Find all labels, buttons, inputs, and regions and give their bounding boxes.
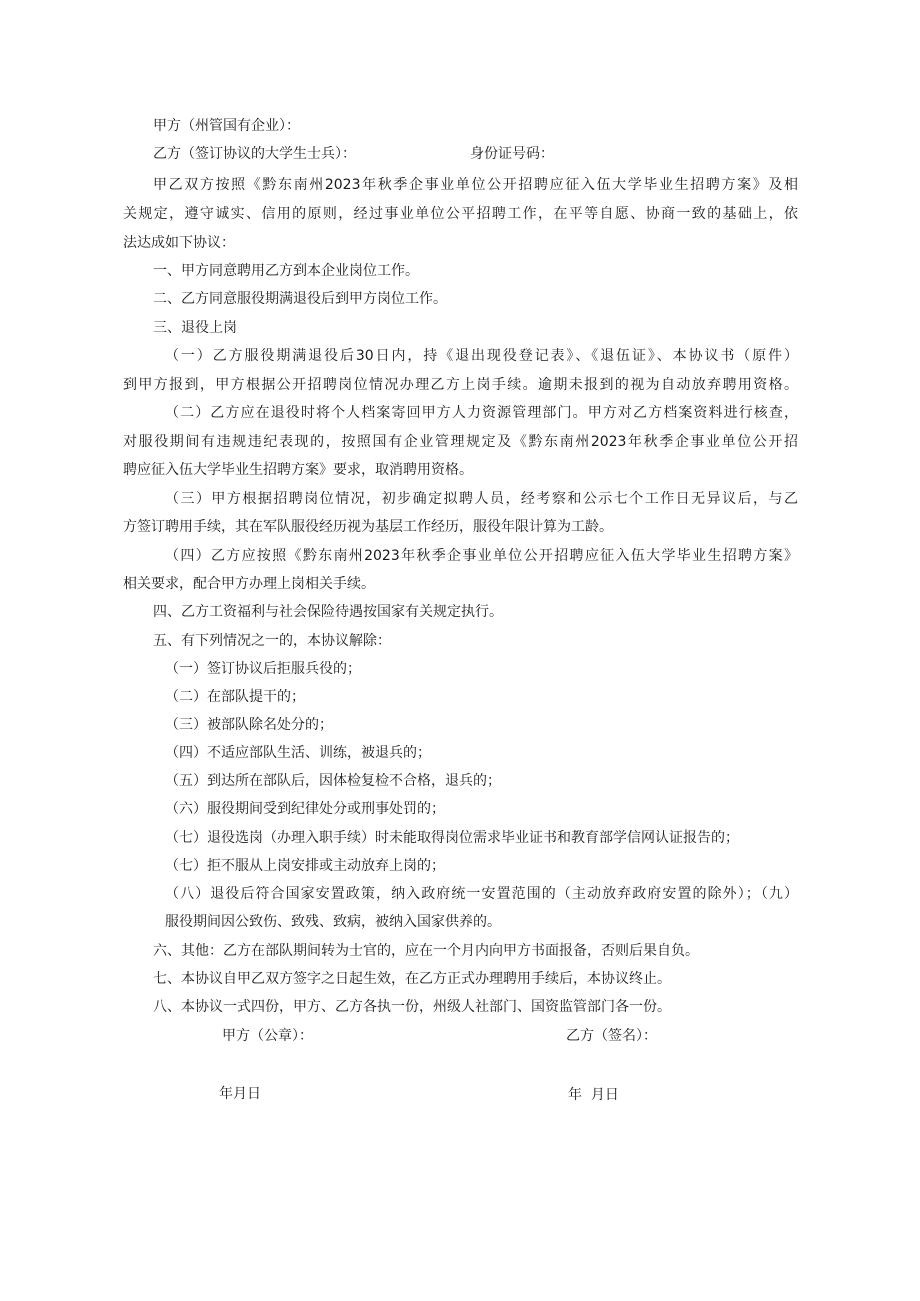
article-5-item-5: （五）到达所在部队后，因体检复检不合格，退兵的； — [165, 773, 501, 789]
party-a-date: 年月日 — [219, 1086, 261, 1102]
article-3-heading: 三、退役上岗 — [153, 320, 237, 336]
article-3-2-line-2: 对服役期间有违规违纪表现的，按照国有企业管理规定及《黔东南州2023年秋季企事业单位公开招 — [123, 434, 798, 450]
article-5-item-3: （三）被部队除名处分的； — [165, 717, 333, 733]
article-5-item-1: （一）签订协议后拒服兵役的； — [165, 661, 361, 677]
party-b-label: 乙方（签订协议的大学生士兵）： — [153, 146, 356, 162]
preamble-line-1: 甲乙双方按照《黔东南州2023年秋季企事业单位公开招聘应征入伍大学毕业生招聘方案》及相 — [153, 177, 798, 193]
article-5-item-7: （七）退役选岗（办理入职手续）时未能取得岗位需求毕业证书和教育部学信网认证报告的； — [165, 830, 739, 846]
article-5-heading: 五、有下列情况之一的，本协议解除： — [153, 633, 391, 649]
party-a-seal-label: 甲方（公章）： — [222, 1028, 313, 1044]
article-3-2-line-3: 聘应征入伍大学毕业生招聘方案》要求，取消聘用资格。 — [123, 462, 473, 478]
article-4: 四、乙方工资福利与社会保险待遇按国家有关规定执行。 — [153, 604, 503, 620]
article-3-1-line-2: 到甲方报到，甲方根据公开招聘岗位情况办理乙方上岗手续。逾期未报到的视为自动放弃聘用资格。 — [123, 377, 798, 393]
article-3-3-line-2: 方签订聘用手续，其在军队服役经历视为基层工作经历，服役年限计算为工龄。 — [123, 519, 613, 535]
party-b-date: 年 月日 — [568, 1087, 619, 1103]
preamble-line-2: 关规定，遵守诚实、信用的原则，经过事业单位公平招聘工作，在平等自愿、协商一致的基础上，依 — [123, 206, 798, 222]
article-5-item-8-line-1: （八）退役后符合国家安置政策，纳入政府统一安置范围的（主动放弃政府安置的除外）；（九） — [165, 886, 798, 902]
article-3-4-line-2: 相关要求，配合甲方办理上岗相关手续。 — [123, 576, 375, 592]
article-5-item-6: （六）服役期间受到纪律处分或刑事处罚的； — [165, 801, 445, 817]
article-5-item-4: （四）不适应部队生活、训练，被退兵的； — [165, 745, 431, 761]
article-7: 七、本协议自甲乙双方签字之日起生效，在乙方正式办理聘用手续后，本协议终止。 — [153, 971, 671, 987]
id-number-label: 身份证号码： — [470, 146, 554, 162]
preamble-line-3: 法达成如下协议： — [123, 235, 235, 251]
article-5-item-7b: （七）拒不服从上岗安排或主动放弃上岗的； — [165, 858, 445, 874]
party-a-label: 甲方（州管国有企业）： — [153, 118, 300, 134]
article-8: 八、本协议一式四份，甲方、乙方各执一份，州级人社部门、国资监管部门各一份。 — [153, 999, 671, 1015]
article-2: 二、乙方同意服役期满退役后到甲方岗位工作。 — [153, 291, 447, 307]
article-3-1-line-1: （一）乙方服役期满退役后30日内，持《退出现役登记表》、《退伍证》、本协议书（原件） — [165, 348, 798, 364]
article-5-item-8-line-2: 服役期间因公致伤、致残、致病，被纳入国家供养的。 — [165, 914, 501, 930]
party-b-sign-label: 乙方（签名）： — [566, 1028, 657, 1044]
article-5-item-2: （二）在部队提干的； — [165, 689, 305, 705]
article-6: 六、其他：乙方在部队期间转为士官的，应在一个月内向甲方书面报备，否则后果自负。 — [153, 943, 699, 959]
article-3-2-line-1: （二）乙方应在退役时将个人档案寄回甲方人力资源管理部门。甲方对乙方档案资料进行核查， — [165, 405, 798, 421]
article-3-4-line-1: （四）乙方应按照《黔东南州2023年秋季企事业单位公开招聘应征入伍大学毕业生招聘方案》 — [165, 548, 798, 564]
article-1: 一、甲方同意聘用乙方到本企业岗位工作。 — [153, 263, 419, 279]
article-3-3-line-1: （三）甲方根据招聘岗位情况，初步确定拟聘人员，经考察和公示七个工作日无异议后，与乙 — [165, 491, 798, 507]
